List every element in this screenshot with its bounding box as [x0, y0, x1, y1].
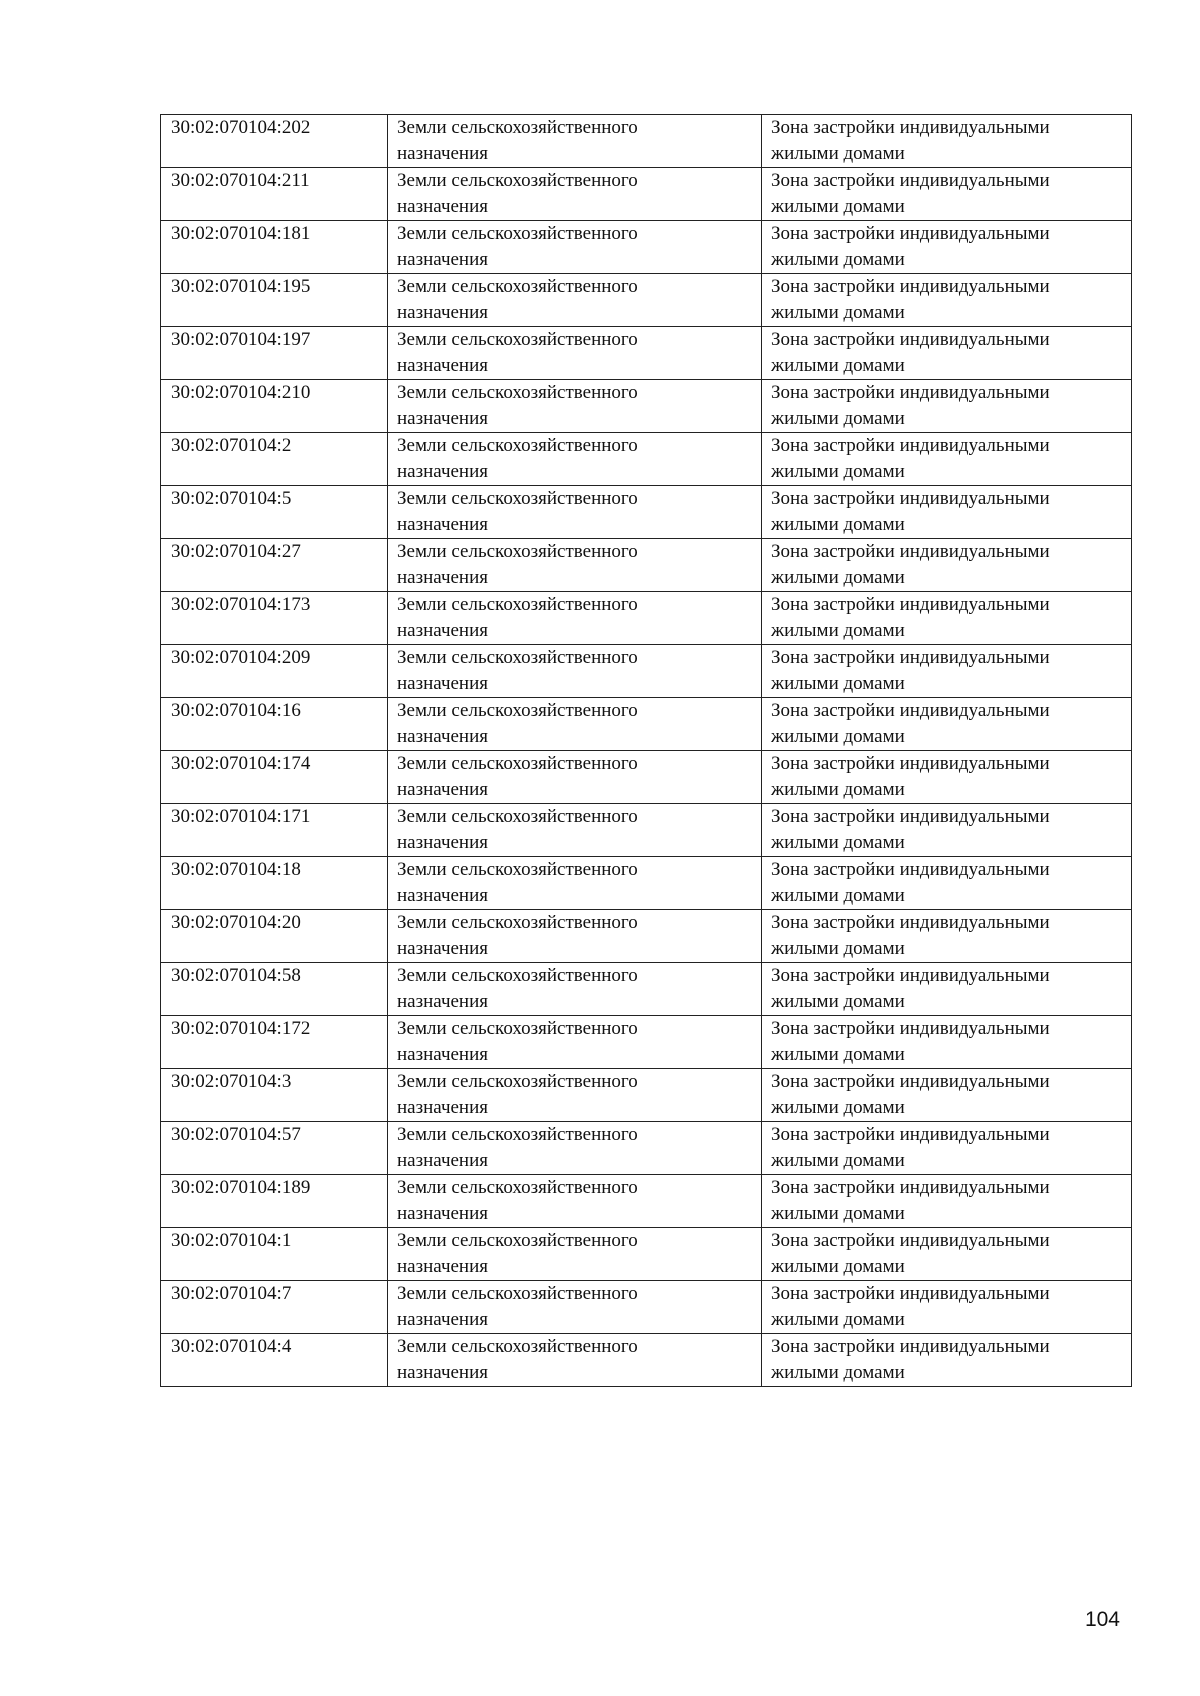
- cadastral-number: 30:02:070104:7: [171, 1283, 292, 1304]
- land-category-line: назначения: [397, 1150, 489, 1171]
- land-category-cell: [388, 380, 762, 433]
- zone-line: Зона застройки индивидуальными: [771, 1230, 1050, 1251]
- zone-cell: [762, 857, 1132, 910]
- land-category-cell: [388, 592, 762, 645]
- zone-line: жилыми домами: [771, 726, 905, 747]
- cadastral-number-cell: [161, 910, 388, 963]
- zone-cell: [762, 1069, 1132, 1122]
- cadastral-number: 30:02:070104:172: [171, 1018, 311, 1039]
- table-row: [161, 910, 1132, 963]
- zone-line: Зона застройки индивидуальными: [771, 1177, 1050, 1198]
- land-category-cell: [388, 274, 762, 327]
- cadastral-number: 30:02:070104:20: [171, 912, 301, 933]
- table-row: [161, 751, 1132, 804]
- zone-line: Зона застройки индивидуальными: [771, 276, 1050, 297]
- zone-cell: [762, 804, 1132, 857]
- zone-line: Зона застройки индивидуальными: [771, 912, 1050, 933]
- zone-line: Зона застройки индивидуальными: [771, 117, 1050, 138]
- land-category-line: Земли сельскохозяйственного: [397, 1283, 638, 1304]
- land-category-line: Земли сельскохозяйственного: [397, 329, 638, 350]
- land-category-cell: [388, 1069, 762, 1122]
- land-category-line: Земли сельскохозяйственного: [397, 488, 638, 509]
- land-category-cell: [388, 115, 762, 168]
- land-category-line: назначения: [397, 1309, 489, 1330]
- table-row: [161, 539, 1132, 592]
- land-category-cell: [388, 433, 762, 486]
- land-category-line: Земли сельскохозяйственного: [397, 1071, 638, 1092]
- zone-line: жилыми домами: [771, 1362, 905, 1383]
- zone-line: жилыми домами: [771, 1044, 905, 1065]
- land-category-line: Земли сельскохозяйственного: [397, 170, 638, 191]
- parcels-table: [160, 114, 1132, 1387]
- zone-line: Зона застройки индивидуальными: [771, 223, 1050, 244]
- zone-cell: [762, 963, 1132, 1016]
- zone-line: жилыми домами: [771, 461, 905, 482]
- cadastral-number-cell: [161, 539, 388, 592]
- table-row: [161, 168, 1132, 221]
- zone-cell: [762, 433, 1132, 486]
- zone-cell: [762, 1281, 1132, 1334]
- zone-line: Зона застройки индивидуальными: [771, 382, 1050, 403]
- zone-line: Зона застройки индивидуальными: [771, 329, 1050, 350]
- table-row: [161, 592, 1132, 645]
- zone-line: Зона застройки индивидуальными: [771, 1336, 1050, 1357]
- land-category-line: назначения: [397, 991, 489, 1012]
- land-category-line: назначения: [397, 514, 489, 535]
- zone-line: жилыми домами: [771, 673, 905, 694]
- table-row: [161, 1016, 1132, 1069]
- land-category-line: назначения: [397, 832, 489, 853]
- cadastral-number: 30:02:070104:197: [171, 329, 311, 350]
- zone-line: Зона застройки индивидуальными: [771, 1018, 1050, 1039]
- cadastral-number: 30:02:070104:209: [171, 647, 311, 668]
- land-category-line: Земли сельскохозяйственного: [397, 541, 638, 562]
- land-category-cell: [388, 327, 762, 380]
- zone-line: Зона застройки индивидуальными: [771, 1283, 1050, 1304]
- cadastral-number-cell: [161, 1016, 388, 1069]
- cadastral-number-cell: [161, 804, 388, 857]
- table-row: [161, 1281, 1132, 1334]
- land-category-line: Земли сельскохозяйственного: [397, 1336, 638, 1357]
- cadastral-number-cell: [161, 486, 388, 539]
- zone-cell: [762, 1122, 1132, 1175]
- zone-cell: [762, 380, 1132, 433]
- cadastral-number-cell: [161, 963, 388, 1016]
- land-category-line: Земли сельскохозяйственного: [397, 806, 638, 827]
- cadastral-number: 30:02:070104:211: [171, 170, 310, 191]
- table-row: [161, 433, 1132, 486]
- table-row: [161, 1069, 1132, 1122]
- cadastral-number-cell: [161, 698, 388, 751]
- cadastral-number-cell: [161, 168, 388, 221]
- zone-line: Зона застройки индивидуальными: [771, 435, 1050, 456]
- land-category-line: назначения: [397, 620, 489, 641]
- land-category-cell: [388, 539, 762, 592]
- cadastral-number: 30:02:070104:18: [171, 859, 301, 880]
- cadastral-number: 30:02:070104:173: [171, 594, 311, 615]
- page-number: 104: [1084, 1608, 1120, 1631]
- cadastral-number: 30:02:070104:57: [171, 1124, 301, 1145]
- zone-line: жилыми домами: [771, 1309, 905, 1330]
- land-category-line: Земли сельскохозяйственного: [397, 276, 638, 297]
- zone-line: жилыми домами: [771, 991, 905, 1012]
- cadastral-number-cell: [161, 327, 388, 380]
- land-category-cell: [388, 804, 762, 857]
- land-category-line: назначения: [397, 408, 489, 429]
- zone-line: жилыми домами: [771, 1150, 905, 1171]
- zone-line: жилыми домами: [771, 408, 905, 429]
- zone-line: жилыми домами: [771, 249, 905, 270]
- land-category-cell: [388, 1334, 762, 1387]
- cadastral-number-cell: [161, 645, 388, 698]
- land-category-line: Земли сельскохозяйственного: [397, 753, 638, 774]
- land-category-cell: [388, 963, 762, 1016]
- zone-line: Зона застройки индивидуальными: [771, 1071, 1050, 1092]
- land-category-line: назначения: [397, 567, 489, 588]
- land-category-line: Земли сельскохозяйственного: [397, 435, 638, 456]
- land-category-cell: [388, 1175, 762, 1228]
- cadastral-number: 30:02:070104:189: [171, 1177, 311, 1198]
- table-row: [161, 380, 1132, 433]
- cadastral-number: 30:02:070104:16: [171, 700, 301, 721]
- cadastral-number-cell: [161, 221, 388, 274]
- table-row: [161, 698, 1132, 751]
- parcels-table-body: [161, 115, 1132, 1387]
- land-category-line: назначения: [397, 196, 489, 217]
- land-category-cell: [388, 910, 762, 963]
- land-category-line: назначения: [397, 1203, 489, 1224]
- zone-line: Зона застройки индивидуальными: [771, 488, 1050, 509]
- cadastral-number: 30:02:070104:3: [171, 1071, 292, 1092]
- zone-line: жилыми домами: [771, 143, 905, 164]
- cadastral-number: 30:02:070104:171: [171, 806, 311, 827]
- table-row: [161, 645, 1132, 698]
- cadastral-number-cell: [161, 274, 388, 327]
- zone-cell: [762, 751, 1132, 804]
- land-category-cell: [388, 857, 762, 910]
- zone-line: Зона застройки индивидуальными: [771, 647, 1050, 668]
- table-row: [161, 274, 1132, 327]
- zone-cell: [762, 645, 1132, 698]
- land-category-line: назначения: [397, 355, 489, 376]
- land-category-line: Земли сельскохозяйственного: [397, 117, 638, 138]
- zone-line: жилыми домами: [771, 1097, 905, 1118]
- land-category-line: назначения: [397, 938, 489, 959]
- land-category-line: Земли сельскохозяйственного: [397, 1124, 638, 1145]
- zone-line: жилыми домами: [771, 885, 905, 906]
- zone-cell: [762, 1228, 1132, 1281]
- table-row: [161, 115, 1132, 168]
- cadastral-number: 30:02:070104:58: [171, 965, 301, 986]
- zone-line: Зона застройки индивидуальными: [771, 965, 1050, 986]
- cadastral-number-cell: [161, 1069, 388, 1122]
- table-row: [161, 1228, 1132, 1281]
- cadastral-number-cell: [161, 1228, 388, 1281]
- land-category-line: Земли сельскохозяйственного: [397, 1177, 638, 1198]
- table-row: [161, 1175, 1132, 1228]
- cadastral-number: 30:02:070104:181: [171, 223, 311, 244]
- land-category-cell: [388, 1122, 762, 1175]
- land-category-line: Земли сельскохозяйственного: [397, 223, 638, 244]
- land-category-line: назначения: [397, 1362, 489, 1383]
- table-row: [161, 1334, 1132, 1387]
- land-category-line: назначения: [397, 885, 489, 906]
- cadastral-number: 30:02:070104:27: [171, 541, 301, 562]
- land-category-cell: [388, 1281, 762, 1334]
- zone-line: жилыми домами: [771, 832, 905, 853]
- cadastral-number: 30:02:070104:1: [171, 1230, 292, 1251]
- cadastral-number: 30:02:070104:2: [171, 435, 292, 456]
- zone-line: Зона застройки индивидуальными: [771, 170, 1050, 191]
- zone-cell: [762, 327, 1132, 380]
- land-category-cell: [388, 221, 762, 274]
- zone-cell: [762, 115, 1132, 168]
- zone-line: Зона застройки индивидуальными: [771, 806, 1050, 827]
- zone-cell: [762, 168, 1132, 221]
- zone-line: жилыми домами: [771, 302, 905, 323]
- cadastral-number-cell: [161, 433, 388, 486]
- cadastral-number: 30:02:070104:174: [171, 753, 311, 774]
- land-category-line: назначения: [397, 249, 489, 270]
- zone-line: жилыми домами: [771, 355, 905, 376]
- cadastral-number-cell: [161, 751, 388, 804]
- land-category-line: назначения: [397, 461, 489, 482]
- zone-line: Зона застройки индивидуальными: [771, 594, 1050, 615]
- zone-line: Зона застройки индивидуальными: [771, 753, 1050, 774]
- land-category-line: назначения: [397, 726, 489, 747]
- land-category-cell: [388, 645, 762, 698]
- cadastral-number-cell: [161, 592, 388, 645]
- cadastral-number-cell: [161, 857, 388, 910]
- land-category-line: Земли сельскохозяйственного: [397, 594, 638, 615]
- cadastral-number: 30:02:070104:4: [171, 1336, 292, 1357]
- cadastral-number: 30:02:070104:195: [171, 276, 311, 297]
- table-row: [161, 221, 1132, 274]
- land-category-line: назначения: [397, 779, 489, 800]
- zone-line: жилыми домами: [771, 938, 905, 959]
- land-category-line: Земли сельскохозяйственного: [397, 382, 638, 403]
- zone-line: жилыми домами: [771, 620, 905, 641]
- zone-cell: [762, 539, 1132, 592]
- zone-line: Зона застройки индивидуальными: [771, 541, 1050, 562]
- land-category-line: Земли сельскохозяйственного: [397, 1230, 638, 1251]
- cadastral-number-cell: [161, 1334, 388, 1387]
- land-category-cell: [388, 168, 762, 221]
- table-row: [161, 963, 1132, 1016]
- zone-line: жилыми домами: [771, 196, 905, 217]
- zone-cell: [762, 1175, 1132, 1228]
- table-row: [161, 486, 1132, 539]
- cadastral-number: 30:02:070104:5: [171, 488, 292, 509]
- land-category-cell: [388, 751, 762, 804]
- zone-cell: [762, 274, 1132, 327]
- zone-cell: [762, 1334, 1132, 1387]
- table-row: [161, 327, 1132, 380]
- land-category-line: назначения: [397, 1097, 489, 1118]
- zone-cell: [762, 1016, 1132, 1069]
- cadastral-number: 30:02:070104:210: [171, 382, 311, 403]
- zone-line: Зона застройки индивидуальными: [771, 1124, 1050, 1145]
- land-category-line: Земли сельскохозяйственного: [397, 1018, 638, 1039]
- zone-line: жилыми домами: [771, 779, 905, 800]
- land-category-cell: [388, 1016, 762, 1069]
- cadastral-number-cell: [161, 1122, 388, 1175]
- land-category-line: назначения: [397, 302, 489, 323]
- land-category-line: Земли сельскохозяйственного: [397, 965, 638, 986]
- land-category-line: Земли сельскохозяйственного: [397, 647, 638, 668]
- zone-cell: [762, 221, 1132, 274]
- zone-cell: [762, 592, 1132, 645]
- table-row: [161, 804, 1132, 857]
- land-category-line: назначения: [397, 1044, 489, 1065]
- cadastral-number-cell: [161, 380, 388, 433]
- land-category-line: назначения: [397, 673, 489, 694]
- land-category-line: Земли сельскохозяйственного: [397, 700, 638, 721]
- zone-cell: [762, 910, 1132, 963]
- land-category-cell: [388, 1228, 762, 1281]
- cadastral-number: 30:02:070104:202: [171, 117, 311, 138]
- zone-line: жилыми домами: [771, 514, 905, 535]
- zone-cell: [762, 486, 1132, 539]
- land-category-line: назначения: [397, 143, 489, 164]
- zone-line: жилыми домами: [771, 1203, 905, 1224]
- land-category-cell: [388, 698, 762, 751]
- cadastral-number-cell: [161, 1175, 388, 1228]
- zone-line: Зона застройки индивидуальными: [771, 700, 1050, 721]
- cadastral-number-cell: [161, 1281, 388, 1334]
- land-category-line: Земли сельскохозяйственного: [397, 912, 638, 933]
- land-category-line: назначения: [397, 1256, 489, 1277]
- table-row: [161, 857, 1132, 910]
- zone-line: жилыми домами: [771, 1256, 905, 1277]
- zone-line: жилыми домами: [771, 567, 905, 588]
- cadastral-number-cell: [161, 115, 388, 168]
- zone-line: Зона застройки индивидуальными: [771, 859, 1050, 880]
- zone-cell: [762, 698, 1132, 751]
- land-category-line: Земли сельскохозяйственного: [397, 859, 638, 880]
- land-category-cell: [388, 486, 762, 539]
- table-row: [161, 1122, 1132, 1175]
